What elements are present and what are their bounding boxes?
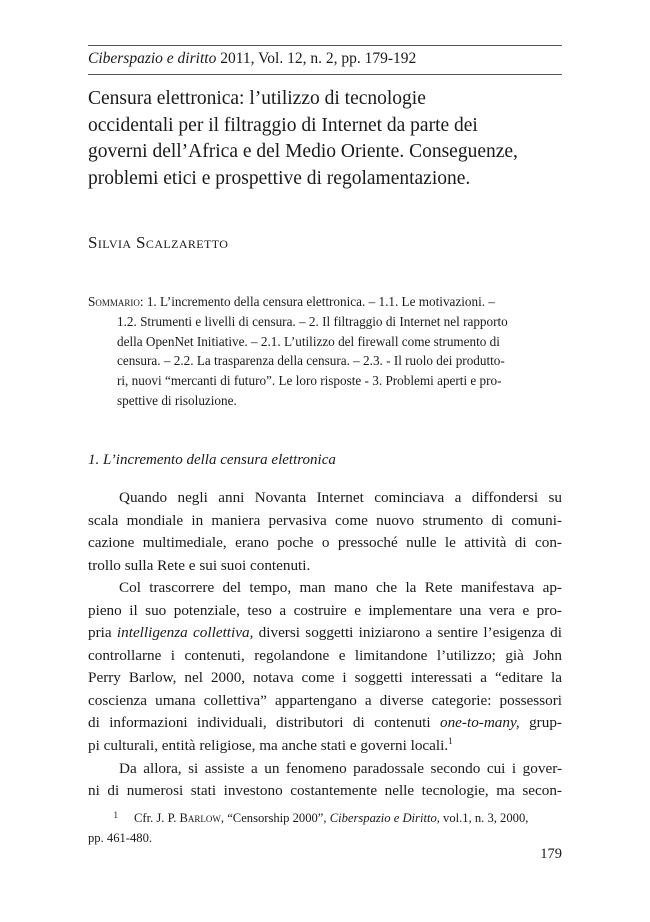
body-text-run: , diversi soggetti iniziarono a sentire l’esigenza di	[249, 624, 562, 642]
body-line: Quando negli anni Novanta Internet cominciava a diffondersi su	[119, 489, 562, 506]
footnote-reference[interactable]: 1	[448, 736, 453, 747]
footnote-source: Ciberspazio e Diritto,	[329, 811, 440, 825]
page-number: 179	[540, 846, 562, 862]
body-line: Da allora, si assiste a un fenomeno paradossale secondo cui i gover-	[119, 759, 562, 777]
summary-line: spettive di risoluzione.	[117, 392, 237, 408]
summary-line: 1.2. Strumenti e livelli di censura. – 2. Il filtraggio di Internet nel rapporto	[117, 313, 508, 329]
body-text	[88, 487, 562, 803]
body-line: coscienza umana collettiva” appartengano a diverse categorie: possessori	[88, 691, 562, 709]
emphasis-text: one-to-many,	[439, 714, 520, 732]
footnote-text: vol.1, n. 3, 2000,	[439, 811, 529, 825]
footnote-text: , “Censorship 2000”,	[220, 811, 330, 825]
body-line: Perry Barlow, nel 2000, notava come i soggetti interessati a “editare la	[88, 669, 562, 687]
body-line: cazione multimediale, erano poche o pressoché nulle le attività di con-	[88, 534, 562, 552]
section-heading: 1. L’incremento della censura elettronica	[88, 452, 336, 468]
body-text-run: grup-	[519, 714, 562, 732]
footnote-line: pp. 461-480.	[88, 831, 153, 845]
journal-name: Ciberspazio e diritto	[88, 50, 217, 67]
body-line: ni di numerosi stati investono costantemente nelle tecnologie, ma secon-	[88, 782, 562, 800]
summary-label: Sommario:	[88, 294, 144, 309]
header-rule-bottom	[88, 74, 562, 75]
footnote-line	[88, 805, 562, 828]
emphasis-text: intelligenza collettiva	[116, 624, 250, 642]
title-line: problemi etici e prospettive di regolamentazione.	[88, 167, 471, 189]
body-text-run: pria	[88, 624, 117, 642]
summary-line: della OpenNet Initiative. – 2.1. L’utilizzo del firewall come strumento di	[117, 333, 500, 349]
body-line: scala mondiale in maniera pervasiva come nuovo strumento di comuni-	[88, 511, 562, 529]
body-line	[88, 622, 562, 645]
article-title	[88, 86, 562, 192]
header-rule-top	[88, 45, 562, 46]
footnote-author: Barlow	[179, 811, 221, 825]
body-line	[88, 735, 562, 758]
body-line: Col trascorrere del tempo, man mano che la Rete manifestava ap-	[119, 579, 562, 597]
body-line: pieno il suo potenziale, teso a costruire e implementare una vera e pro-	[88, 601, 562, 619]
footnote-text: Cfr. J. P.	[134, 811, 180, 825]
body-text-run: di informazioni individuali, distributori di contenuti	[88, 714, 440, 732]
summary-line	[88, 292, 562, 312]
title-line: occidentali per il filtraggio di Internet da parte dei	[88, 114, 478, 136]
title-line: Censura elettronica: l’utilizzo di tecnologie	[88, 88, 426, 109]
article-author: Silvia Scalzaretto	[88, 233, 229, 252]
journal-header	[88, 50, 416, 68]
body-line: controllarne i contenuti, regolandone e limitandone l’utilizzo; già John	[88, 646, 562, 664]
summary-text: 1. L’incremento della censura elettronica. – 1.1. Le motivazioni. –	[143, 294, 495, 309]
journal-details: 2011, Vol. 12, n. 2, pp. 179-192	[216, 50, 417, 67]
footnote-number: 1	[113, 810, 118, 820]
summary-block	[88, 292, 562, 411]
summary-line: ri, nuovi “mercanti di futuro”. Le loro risposte - 3. Problemi aperti e pro-	[117, 373, 502, 389]
summary-line: censura. – 2.2. La trasparenza della censura. – 2.3. - Il ruolo dei produtto-	[117, 353, 505, 369]
body-line	[88, 712, 562, 735]
footnote	[88, 805, 562, 848]
title-line: governi dell’Africa e del Medio Oriente. Conseguenze,	[88, 141, 518, 162]
journal-page	[88, 0, 562, 922]
body-line: trollo sulla Rete e sui suoi contenuti.	[88, 556, 311, 574]
body-text-run: pi culturali, entità religiose, ma anche stati e governi locali.	[88, 737, 449, 755]
